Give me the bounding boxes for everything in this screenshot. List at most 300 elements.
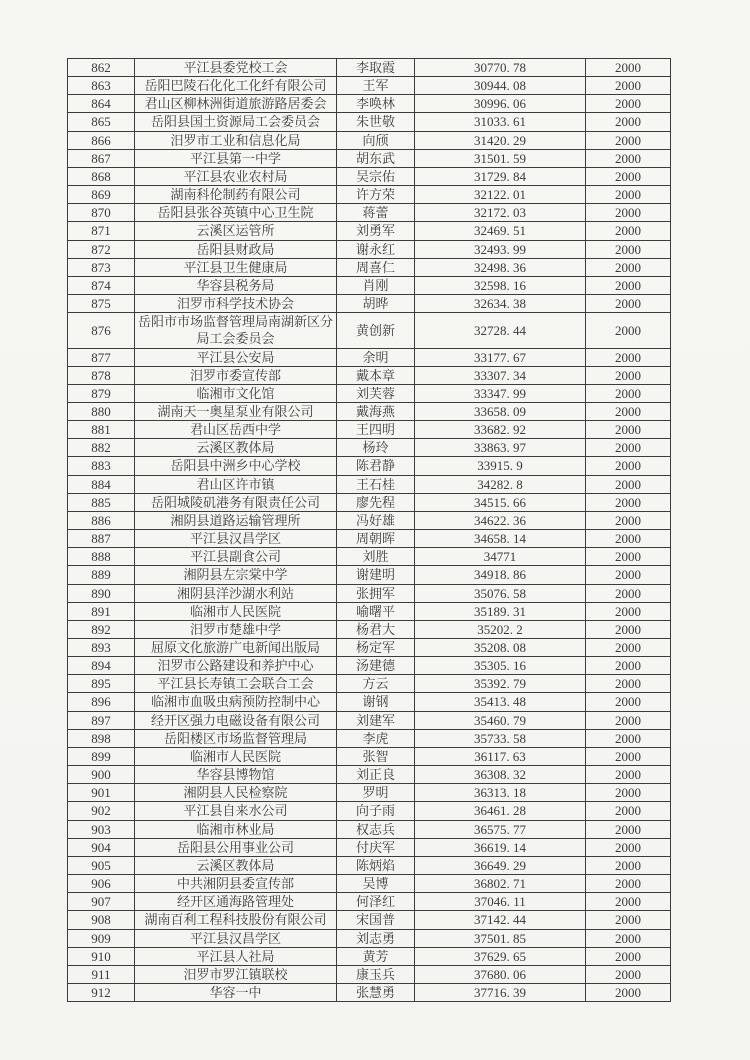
- cell-name: 向颀: [337, 131, 415, 149]
- cell-no: 863: [68, 77, 135, 95]
- cell-org: 华容一中: [135, 983, 337, 1001]
- cell-amount: 32493. 99: [415, 240, 586, 258]
- cell-org: 华容县税务局: [135, 276, 337, 294]
- table-row: [68, 313, 671, 348]
- cell-name: 周朝晖: [337, 530, 415, 548]
- cell-amount: 36461. 28: [415, 802, 586, 820]
- cell-org: 岳阳县张谷英镇中心卫生院: [135, 204, 337, 222]
- cell-quota: 2000: [586, 929, 671, 947]
- table-row: [68, 204, 671, 222]
- table-row: [68, 511, 671, 529]
- cell-amount: 30770. 78: [415, 59, 586, 77]
- cell-name: 杨定军: [337, 639, 415, 657]
- cell-quota: 2000: [586, 856, 671, 874]
- cell-name: 胡晔: [337, 295, 415, 313]
- cell-no: 887: [68, 530, 135, 548]
- cell-org: 汨罗市公路建设和养护中心: [135, 657, 337, 675]
- cell-amount: 35460. 79: [415, 711, 586, 729]
- cell-org: 平江县卫生健康局: [135, 258, 337, 276]
- cell-amount: 35189. 31: [415, 602, 586, 620]
- cell-amount: 35733. 58: [415, 729, 586, 747]
- cell-quota: 2000: [586, 95, 671, 113]
- cell-quota: 2000: [586, 384, 671, 402]
- cell-org: 平江县公安局: [135, 348, 337, 366]
- cell-amount: 35208. 08: [415, 639, 586, 657]
- cell-name: 王军: [337, 77, 415, 95]
- cell-quota: 2000: [586, 77, 671, 95]
- table-row: [68, 693, 671, 711]
- table-row: [68, 856, 671, 874]
- cell-amount: 36117. 63: [415, 747, 586, 765]
- cell-name: 黄芳: [337, 947, 415, 965]
- cell-no: 872: [68, 240, 135, 258]
- cell-no: 899: [68, 747, 135, 765]
- cell-org: 湖南科伦制药有限公司: [135, 186, 337, 204]
- cell-quota: 2000: [586, 366, 671, 384]
- cell-amount: 32172. 03: [415, 204, 586, 222]
- cell-no: 878: [68, 366, 135, 384]
- cell-org: 平江县副食公司: [135, 548, 337, 566]
- cell-no: 894: [68, 657, 135, 675]
- cell-name: 张慧勇: [337, 983, 415, 1001]
- cell-no: 886: [68, 511, 135, 529]
- cell-name: 许方荣: [337, 186, 415, 204]
- cell-quota: 2000: [586, 186, 671, 204]
- cell-quota: 2000: [586, 348, 671, 366]
- cell-no: 895: [68, 675, 135, 693]
- cell-amount: 32634. 38: [415, 295, 586, 313]
- cell-amount: 34658. 14: [415, 530, 586, 548]
- cell-no: 888: [68, 548, 135, 566]
- cell-quota: 2000: [586, 421, 671, 439]
- cell-no: 906: [68, 875, 135, 893]
- table-row: [68, 747, 671, 765]
- cell-org: 华容县博物馆: [135, 766, 337, 784]
- cell-org: 平江县汉昌学区: [135, 530, 337, 548]
- cell-name: 朱世敬: [337, 113, 415, 131]
- cell-quota: 2000: [586, 657, 671, 675]
- cell-amount: 33177. 67: [415, 348, 586, 366]
- cell-name: 陈君静: [337, 457, 415, 475]
- cell-quota: 2000: [586, 295, 671, 313]
- cell-no: 909: [68, 929, 135, 947]
- cell-quota: 2000: [586, 511, 671, 529]
- cell-no: 880: [68, 402, 135, 420]
- cell-no: 864: [68, 95, 135, 113]
- cell-name: 杨玲: [337, 439, 415, 457]
- table-row: [68, 457, 671, 475]
- table-body: [68, 59, 671, 1002]
- cell-org: 岳阳巴陵石化化工化纤有限公司: [135, 77, 337, 95]
- cell-amount: 36619. 14: [415, 838, 586, 856]
- cell-org: 临湘市人民医院: [135, 747, 337, 765]
- table-row: [68, 276, 671, 294]
- table-row: [68, 439, 671, 457]
- cell-name: 宋国普: [337, 911, 415, 929]
- table-row: [68, 675, 671, 693]
- cell-name: 谢建明: [337, 566, 415, 584]
- cell-name: 廖先程: [337, 493, 415, 511]
- cell-name: 杨君大: [337, 620, 415, 638]
- cell-org: 临湘市人民医院: [135, 602, 337, 620]
- table-row: [68, 602, 671, 620]
- cell-no: 870: [68, 204, 135, 222]
- cell-name: 吴博: [337, 875, 415, 893]
- table-row: [68, 620, 671, 638]
- cell-quota: 2000: [586, 693, 671, 711]
- table-row: [68, 95, 671, 113]
- cell-quota: 2000: [586, 402, 671, 420]
- cell-amount: 30944. 08: [415, 77, 586, 95]
- cell-quota: 2000: [586, 766, 671, 784]
- cell-name: 权志兵: [337, 820, 415, 838]
- cell-org: 平江县委党校工会: [135, 59, 337, 77]
- cell-name: 李取霞: [337, 59, 415, 77]
- table-row: [68, 983, 671, 1001]
- table-row: [68, 639, 671, 657]
- table-row: [68, 838, 671, 856]
- cell-name: 谢钢: [337, 693, 415, 711]
- table-row: [68, 947, 671, 965]
- cell-no: 865: [68, 113, 135, 131]
- table-row: [68, 402, 671, 420]
- cell-name: 康玉兵: [337, 965, 415, 983]
- cell-name: 向子雨: [337, 802, 415, 820]
- cell-quota: 2000: [586, 204, 671, 222]
- cell-no: 867: [68, 149, 135, 167]
- cell-name: 汤建德: [337, 657, 415, 675]
- cell-org: 平江县自来水公司: [135, 802, 337, 820]
- cell-org: 湘阴县左宗棠中学: [135, 566, 337, 584]
- cell-name: 李唤林: [337, 95, 415, 113]
- cell-no: 907: [68, 893, 135, 911]
- cell-name: 何泽红: [337, 893, 415, 911]
- cell-org: 汨罗市工业和信息化局: [135, 131, 337, 149]
- cell-quota: 2000: [586, 566, 671, 584]
- table-row: [68, 167, 671, 185]
- cell-no: 900: [68, 766, 135, 784]
- cell-org: 湘阴县洋沙湖水利站: [135, 584, 337, 602]
- cell-amount: 32598. 16: [415, 276, 586, 294]
- cell-name: 刘正良: [337, 766, 415, 784]
- table-row: [68, 548, 671, 566]
- cell-amount: 36308. 32: [415, 766, 586, 784]
- cell-quota: 2000: [586, 675, 671, 693]
- cell-no: 892: [68, 620, 135, 638]
- table-row: [68, 295, 671, 313]
- cell-name: 刘建军: [337, 711, 415, 729]
- cell-org: 汨罗市楚雄中学: [135, 620, 337, 638]
- cell-name: 刘胜: [337, 548, 415, 566]
- cell-quota: 2000: [586, 947, 671, 965]
- cell-org: 汨罗市科学技术协会: [135, 295, 337, 313]
- cell-amount: 32469. 51: [415, 222, 586, 240]
- cell-name: 张拥军: [337, 584, 415, 602]
- cell-org: 云溪区运管所: [135, 222, 337, 240]
- cell-name: 付庆军: [337, 838, 415, 856]
- cell-org: 临湘市血吸虫病预防控制中心: [135, 693, 337, 711]
- table-row: [68, 77, 671, 95]
- cell-org: 经开区通海路管理处: [135, 893, 337, 911]
- cell-name: 张智: [337, 747, 415, 765]
- cell-no: 862: [68, 59, 135, 77]
- cell-quota: 2000: [586, 820, 671, 838]
- cell-quota: 2000: [586, 983, 671, 1001]
- table-row: [68, 766, 671, 784]
- cell-amount: 35202. 2: [415, 620, 586, 638]
- cell-org: 岳阳县公用事业公司: [135, 838, 337, 856]
- table-row: [68, 59, 671, 77]
- cell-org: 湖南天一奥星泵业有限公司: [135, 402, 337, 420]
- cell-org: 汨罗市罗江镇联校: [135, 965, 337, 983]
- table-row: [68, 893, 671, 911]
- cell-amount: 31033. 61: [415, 113, 586, 131]
- table-row: [68, 384, 671, 402]
- cell-name: 王石桂: [337, 475, 415, 493]
- cell-amount: 33863. 97: [415, 439, 586, 457]
- cell-org: 岳阳县财政局: [135, 240, 337, 258]
- cell-amount: 34918. 86: [415, 566, 586, 584]
- cell-org: 平江县人社局: [135, 947, 337, 965]
- cell-name: 余明: [337, 348, 415, 366]
- table-row: [68, 149, 671, 167]
- cell-quota: 2000: [586, 893, 671, 911]
- cell-name: 谢永红: [337, 240, 415, 258]
- cell-amount: 34282. 8: [415, 475, 586, 493]
- cell-amount: 37501. 85: [415, 929, 586, 947]
- cell-org: 中共湘阴县委宣传部: [135, 875, 337, 893]
- cell-amount: 31501. 59: [415, 149, 586, 167]
- cell-quota: 2000: [586, 258, 671, 276]
- cell-quota: 2000: [586, 240, 671, 258]
- cell-quota: 2000: [586, 548, 671, 566]
- cell-org: 经开区强力电磁设备有限公司: [135, 711, 337, 729]
- cell-amount: 37046. 11: [415, 893, 586, 911]
- cell-no: 882: [68, 439, 135, 457]
- cell-name: 喻曙平: [337, 602, 415, 620]
- cell-name: 肖刚: [337, 276, 415, 294]
- cell-no: 871: [68, 222, 135, 240]
- cell-no: 897: [68, 711, 135, 729]
- cell-no: 910: [68, 947, 135, 965]
- cell-amount: 34771: [415, 548, 586, 566]
- cell-no: 883: [68, 457, 135, 475]
- cell-no: 874: [68, 276, 135, 294]
- cell-amount: 37142. 44: [415, 911, 586, 929]
- cell-name: 王四明: [337, 421, 415, 439]
- cell-name: 黄创新: [337, 313, 415, 348]
- cell-no: 877: [68, 348, 135, 366]
- cell-quota: 2000: [586, 439, 671, 457]
- cell-quota: 2000: [586, 729, 671, 747]
- cell-no: 904: [68, 838, 135, 856]
- table-row: [68, 566, 671, 584]
- table-row: [68, 784, 671, 802]
- cell-no: 912: [68, 983, 135, 1001]
- cell-org: 湘阴县人民检察院: [135, 784, 337, 802]
- cell-org: 岳阳市市场监督管理局南湖新区分局工会委员会: [135, 313, 337, 348]
- cell-name: 陈炳焰: [337, 856, 415, 874]
- cell-org: 湘阴县道路运输管理所: [135, 511, 337, 529]
- cell-quota: 2000: [586, 167, 671, 185]
- cell-no: 898: [68, 729, 135, 747]
- table-row: [68, 711, 671, 729]
- cell-no: 890: [68, 584, 135, 602]
- cell-amount: 36802. 71: [415, 875, 586, 893]
- cell-amount: 33307. 34: [415, 366, 586, 384]
- cell-quota: 2000: [586, 875, 671, 893]
- cell-name: 戴海燕: [337, 402, 415, 420]
- cell-no: 875: [68, 295, 135, 313]
- cell-quota: 2000: [586, 493, 671, 511]
- cell-org: 平江县农业农村局: [135, 167, 337, 185]
- cell-no: 901: [68, 784, 135, 802]
- cell-amount: 35392. 79: [415, 675, 586, 693]
- cell-quota: 2000: [586, 784, 671, 802]
- cell-org: 临湘市林业局: [135, 820, 337, 838]
- cell-no: 873: [68, 258, 135, 276]
- table-row: [68, 421, 671, 439]
- table-row: [68, 475, 671, 493]
- cell-name: 罗明: [337, 784, 415, 802]
- cell-org: 君山区许市镇: [135, 475, 337, 493]
- cell-amount: 36313. 18: [415, 784, 586, 802]
- cell-no: 866: [68, 131, 135, 149]
- cell-no: 896: [68, 693, 135, 711]
- cell-amount: 33915. 9: [415, 457, 586, 475]
- cell-quota: 2000: [586, 59, 671, 77]
- cell-amount: 33658. 09: [415, 402, 586, 420]
- cell-name: 蒋蕾: [337, 204, 415, 222]
- cell-org: 君山区柳林洲街道旅游路居委会: [135, 95, 337, 113]
- cell-no: 905: [68, 856, 135, 874]
- cell-quota: 2000: [586, 747, 671, 765]
- cell-name: 方云: [337, 675, 415, 693]
- table-row: [68, 729, 671, 747]
- cell-amount: 32728. 44: [415, 313, 586, 348]
- cell-quota: 2000: [586, 639, 671, 657]
- cell-amount: 33347. 99: [415, 384, 586, 402]
- cell-name: 李虎: [337, 729, 415, 747]
- cell-quota: 2000: [586, 711, 671, 729]
- cell-amount: 35305. 16: [415, 657, 586, 675]
- cell-org: 平江县长寿镇工会联合工会: [135, 675, 337, 693]
- cell-org: 汨罗市委宣传部: [135, 366, 337, 384]
- cell-name: 刘芙蓉: [337, 384, 415, 402]
- cell-quota: 2000: [586, 457, 671, 475]
- cell-no: 879: [68, 384, 135, 402]
- table-row: [68, 911, 671, 929]
- cell-no: 908: [68, 911, 135, 929]
- table-row: [68, 820, 671, 838]
- cell-no: 876: [68, 313, 135, 348]
- cell-amount: 37680. 06: [415, 965, 586, 983]
- cell-no: 881: [68, 421, 135, 439]
- table-row: [68, 113, 671, 131]
- table-row: [68, 802, 671, 820]
- cell-name: 刘志勇: [337, 929, 415, 947]
- cell-quota: 2000: [586, 149, 671, 167]
- cell-quota: 2000: [586, 113, 671, 131]
- cell-no: 884: [68, 475, 135, 493]
- cell-quota: 2000: [586, 222, 671, 240]
- cell-no: 903: [68, 820, 135, 838]
- cell-org: 岳阳城陵矶港务有限责任公司: [135, 493, 337, 511]
- cell-org: 湖南百利工程科技股份有限公司: [135, 911, 337, 929]
- cell-no: 891: [68, 602, 135, 620]
- table-row: [68, 965, 671, 983]
- cell-name: 刘勇军: [337, 222, 415, 240]
- cell-name: 周喜仁: [337, 258, 415, 276]
- table-row: [68, 131, 671, 149]
- cell-quota: 2000: [586, 602, 671, 620]
- cell-name: 胡东武: [337, 149, 415, 167]
- cell-quota: 2000: [586, 475, 671, 493]
- table-row: [68, 584, 671, 602]
- cell-amount: 37629. 65: [415, 947, 586, 965]
- cell-no: 868: [68, 167, 135, 185]
- cell-org: 平江县第一中学: [135, 149, 337, 167]
- cell-amount: 37716. 39: [415, 983, 586, 1001]
- cell-quota: 2000: [586, 313, 671, 348]
- cell-org: 君山区岳西中学: [135, 421, 337, 439]
- table-row: [68, 530, 671, 548]
- table-row: [68, 240, 671, 258]
- cell-amount: 35413. 48: [415, 693, 586, 711]
- cell-name: 冯好雄: [337, 511, 415, 529]
- cell-quota: 2000: [586, 802, 671, 820]
- cell-org: 平江县汉昌学区: [135, 929, 337, 947]
- cell-no: 889: [68, 566, 135, 584]
- cell-amount: 36575. 77: [415, 820, 586, 838]
- table-row: [68, 493, 671, 511]
- table-row: [68, 258, 671, 276]
- cell-org: 云溪区教体局: [135, 439, 337, 457]
- cell-quota: 2000: [586, 584, 671, 602]
- cell-amount: 31420. 29: [415, 131, 586, 149]
- payment-roster-table: [67, 58, 671, 1002]
- cell-quota: 2000: [586, 965, 671, 983]
- cell-quota: 2000: [586, 838, 671, 856]
- cell-org: 临湘市文化馆: [135, 384, 337, 402]
- cell-amount: 32122. 01: [415, 186, 586, 204]
- table-row: [68, 366, 671, 384]
- cell-amount: 31729. 84: [415, 167, 586, 185]
- cell-amount: 35076. 58: [415, 584, 586, 602]
- cell-amount: 36649. 29: [415, 856, 586, 874]
- cell-no: 869: [68, 186, 135, 204]
- cell-amount: 30996. 06: [415, 95, 586, 113]
- cell-amount: 34515. 66: [415, 493, 586, 511]
- table-row: [68, 186, 671, 204]
- cell-name: 戴本章: [337, 366, 415, 384]
- table-row: [68, 348, 671, 366]
- cell-quota: 2000: [586, 131, 671, 149]
- cell-quota: 2000: [586, 276, 671, 294]
- cell-org: 岳阳县国土资源局工会委员会: [135, 113, 337, 131]
- cell-org: 屈原文化旅游广电新闻出版局: [135, 639, 337, 657]
- cell-amount: 33682. 92: [415, 421, 586, 439]
- cell-no: 902: [68, 802, 135, 820]
- table-row: [68, 875, 671, 893]
- cell-no: 885: [68, 493, 135, 511]
- cell-amount: 32498. 36: [415, 258, 586, 276]
- cell-org: 云溪区教体局: [135, 856, 337, 874]
- cell-org: 岳阳楼区市场监督管理局: [135, 729, 337, 747]
- cell-no: 893: [68, 639, 135, 657]
- cell-org: 岳阳县中洲乡中心学校: [135, 457, 337, 475]
- cell-name: 吴宗佑: [337, 167, 415, 185]
